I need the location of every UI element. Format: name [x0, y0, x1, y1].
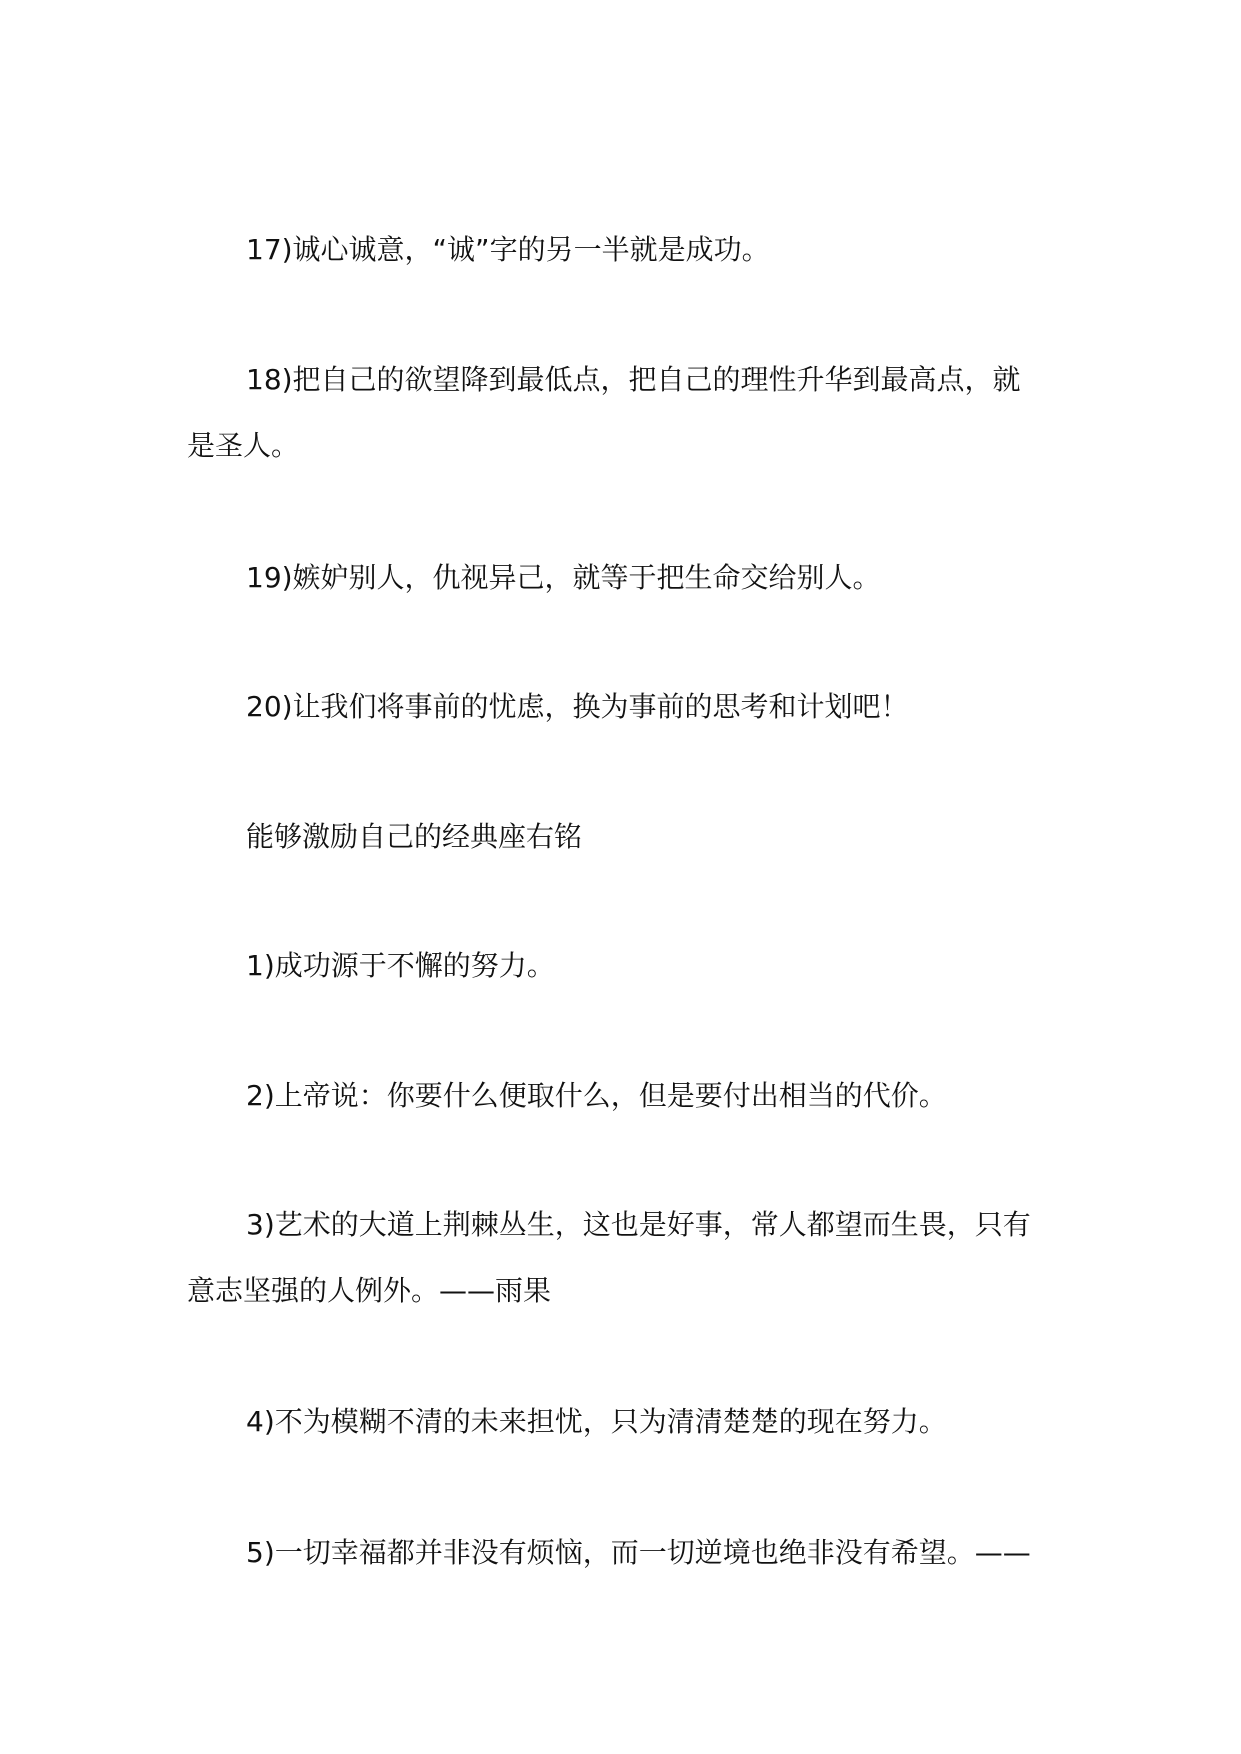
paragraph-2: 2)上帝说：你要什么便取什么，但是要付出相当的代价。 — [246, 1079, 947, 1112]
paragraph-3-line-2: 意志坚强的人例外。——雨果 — [187, 1274, 552, 1307]
paragraph-19: 19)嫉妒别人，仇视异己，就等于把生命交给别人。 — [246, 561, 881, 594]
paragraph-3-line-1: 3)艺术的大道上荆棘丛生，这也是好事，常人都望而生畏，只有 — [246, 1208, 1031, 1241]
paragraph-5: 5)一切幸福都并非没有烦恼，而一切逆境也绝非没有希望。—— — [246, 1536, 1031, 1569]
paragraph-4: 4)不为模糊不清的未来担忧，只为清清楚楚的现在努力。 — [246, 1405, 947, 1438]
paragraph-18-line-1: 18)把自己的欲望降到最低点，把自己的理性升华到最高点，就 — [246, 363, 1021, 396]
paragraph-1: 1)成功源于不懈的努力。 — [246, 949, 555, 982]
paragraph-17: 17)诚心诚意，“诚”字的另一半就是成功。 — [246, 233, 770, 266]
paragraph-20: 20)让我们将事前的忧虑，换为事前的思考和计划吧！ — [246, 690, 909, 723]
section-heading: 能够激励自己的经典座右铭 — [246, 820, 583, 853]
paragraph-18-line-2: 是圣人。 — [187, 429, 300, 462]
